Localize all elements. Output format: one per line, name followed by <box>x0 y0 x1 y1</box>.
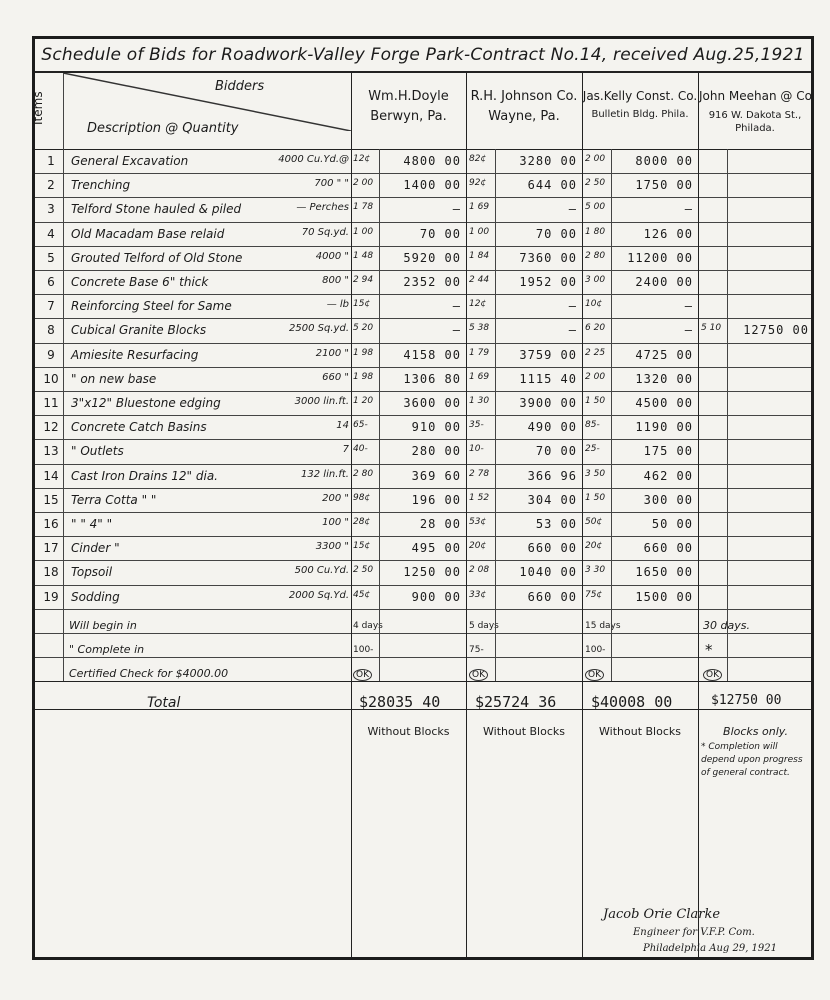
bid-2-amount: 70 00 <box>535 444 577 459</box>
bid-1-amount: — <box>452 299 461 314</box>
bid-3-unit-price: 2 00 <box>585 371 606 382</box>
bid-2-amount: 490 00 <box>527 420 577 435</box>
bid-2-unit-price: 53¢ <box>469 517 487 527</box>
bid-1-amount: 495 00 <box>411 541 461 556</box>
item-description: Telford Stone hauled & piled <box>71 202 242 217</box>
bid-1-unit-price: 2 50 <box>353 565 374 576</box>
bid-1-amount: 1400 00 <box>403 178 461 193</box>
bid-3-amount: 126 00 <box>643 226 693 241</box>
item-quantity: 14 <box>336 420 349 432</box>
bid-1-amount: 2352 00 <box>403 275 461 289</box>
bid-1-unit-price: 1 20 <box>353 396 374 406</box>
header-diagonal <box>63 73 351 131</box>
bid-1-amount: 4158 00 <box>403 347 461 362</box>
description-label: Description @ Quantity <box>87 121 239 136</box>
bid-2-unit-price: 1 30 <box>469 396 490 406</box>
bid-3-unit-price: 10¢ <box>585 299 603 310</box>
item-description: " " 4" " <box>71 517 113 531</box>
bid-1-amount: — <box>452 202 461 217</box>
grid-line <box>35 464 811 465</box>
signature: Jacob Orie Clarke <box>603 907 721 922</box>
note-b4-footnote: * Completion will depend upon progress of general contract. <box>701 742 803 778</box>
grid-line <box>35 246 811 247</box>
check-b4: OK <box>703 669 722 681</box>
bid-2-unit-price: 1 69 <box>469 371 490 382</box>
grid-line <box>727 149 728 681</box>
bid-1-unit-price: 1 00 <box>353 226 374 237</box>
item-quantity: — Perches <box>296 202 349 214</box>
bid-1-amount: 910 00 <box>411 420 461 435</box>
item-number: 7 <box>47 299 55 314</box>
item-description: Reinforcing Steel for Same <box>71 299 232 314</box>
bid-2-amount: 70 00 <box>535 226 577 241</box>
item-description: Topsoil <box>71 565 113 580</box>
complete-b1: 100- <box>353 645 374 655</box>
bid-2-amount: 366 96 <box>527 468 577 483</box>
certified-check-label: Certified Check for $4000.00 <box>69 667 229 680</box>
bid-3-amount: 4725 00 <box>635 347 693 362</box>
bid-3-unit-price: 5 00 <box>585 202 606 213</box>
grid-line <box>35 391 811 392</box>
bid-2-amount: 1115 40 <box>519 371 577 386</box>
grid-line <box>582 73 583 957</box>
item-number: 8 <box>47 323 55 338</box>
bid-3-unit-price: 3 30 <box>585 565 606 576</box>
bid-3-unit-price: 1 80 <box>585 226 606 237</box>
item-description: Grouted Telford of Old Stone <box>71 250 243 265</box>
bid-3-unit-price: 2 50 <box>585 178 606 189</box>
bid-1-unit-price: 2 94 <box>353 275 374 285</box>
item-description: Amiesite Resurfacing <box>71 347 199 362</box>
grid-line <box>35 536 811 537</box>
bid-1-amount: 369 60 <box>411 468 461 483</box>
check-b2: OK <box>469 669 488 681</box>
item-number: 5 <box>47 250 55 265</box>
bid-2-amount: — <box>568 202 577 217</box>
item-description: General Excavation <box>71 154 189 168</box>
grid-line <box>351 73 352 957</box>
bid-1-amount: 196 00 <box>411 492 461 507</box>
bid-1-amount: 4800 00 <box>403 154 461 168</box>
item-description: 3"x12" Bluestone edging <box>71 396 221 410</box>
bid-3-amount: 175 00 <box>643 444 693 459</box>
bid-1-unit-price: 15¢ <box>353 541 371 552</box>
bid-1-amount: — <box>452 323 461 338</box>
will-begin-b2: 5 days <box>469 621 499 631</box>
bid-2-amount: 304 00 <box>527 492 577 507</box>
grid-line <box>698 73 699 957</box>
note-b1: Without Blocks <box>367 725 450 738</box>
total-label: Total <box>147 695 181 711</box>
bid-2-unit-price: 82¢ <box>469 154 487 164</box>
bid-1-unit-price: 12¢ <box>353 154 371 164</box>
grid-line <box>35 512 811 513</box>
item-number: 2 <box>47 178 55 193</box>
item-quantity: 4000 Cu.Yd.@ <box>278 154 349 165</box>
item-number: 18 <box>43 565 59 580</box>
bid-2-unit-price: 92¢ <box>469 178 487 189</box>
bid-4-amount: 12750 00 <box>743 323 809 338</box>
grid-line <box>379 149 380 681</box>
item-description: Concrete Catch Basins <box>71 420 207 435</box>
item-description: Trenching <box>71 178 131 193</box>
bid-3-amount: 462 00 <box>643 468 693 483</box>
bid-3-unit-price: 3 00 <box>585 275 606 285</box>
item-quantity: 3000 lin.ft. <box>294 396 349 407</box>
bid-2-amount: 660 00 <box>527 589 577 604</box>
item-quantity: 4000 " <box>315 250 349 262</box>
will-begin-b3: 15 days <box>585 621 621 631</box>
items-label: Items <box>31 91 45 125</box>
bid-1-amount: 5920 00 <box>403 250 461 265</box>
item-quantity: — lb <box>326 299 349 311</box>
item-number: 16 <box>43 517 59 531</box>
bid-2-amount: 1040 00 <box>519 565 577 580</box>
grid-line <box>611 149 612 681</box>
grid-line <box>35 270 811 271</box>
bid-2-amount: 3759 00 <box>519 347 577 362</box>
bid-3-amount: 1500 00 <box>635 589 693 604</box>
complete-b2: 75- <box>469 645 484 655</box>
item-number: 11 <box>43 396 59 410</box>
bid-2-amount: 3280 00 <box>519 154 577 168</box>
grid-line <box>35 149 811 150</box>
note-b2: Without Blocks <box>483 725 565 738</box>
check-b1: OK <box>353 669 372 681</box>
bid-2-unit-price: 1 52 <box>469 492 490 503</box>
item-description: Old Macadam Base relaid <box>71 226 225 241</box>
bid-3-amount: 1190 00 <box>635 420 693 435</box>
bid-2-unit-price: 33¢ <box>469 589 487 600</box>
bid-1-amount: 280 00 <box>411 444 461 459</box>
bid-1-unit-price: 1 98 <box>353 347 374 358</box>
will-begin-label: Will begin in <box>69 619 137 632</box>
bid-2-unit-price: 20¢ <box>469 541 487 552</box>
item-quantity: 70 Sq.yd. <box>301 226 349 238</box>
bid-3-amount: 2400 00 <box>635 275 693 289</box>
item-number: 17 <box>43 541 59 556</box>
bid-1-unit-price: 2 80 <box>353 468 374 479</box>
signature-place-date: Philadelphia Aug 29, 1921 <box>643 943 777 954</box>
item-number: 15 <box>43 492 59 507</box>
bid-1-amount: 70 00 <box>419 226 461 241</box>
sheet-title: Schedule of Bids for Roadwork-Valley Forge Park-Contract No.14, received Aug.25,1921 <box>35 39 811 73</box>
item-quantity: 2100 " <box>315 347 349 359</box>
bid-3-amount: 8000 00 <box>635 154 693 168</box>
bid-1-unit-price: 45¢ <box>353 589 371 600</box>
item-number: 6 <box>47 275 55 289</box>
grid-line <box>35 681 811 682</box>
total-b4: $12750 00 <box>711 693 782 708</box>
total-b2: $25724 36 <box>475 693 557 711</box>
grid-line <box>35 294 811 295</box>
grid-line <box>35 367 811 368</box>
grid-line <box>35 173 811 174</box>
bid-3-unit-price: 75¢ <box>585 589 603 600</box>
item-quantity: 100 " <box>322 517 349 528</box>
bid-3-amount: 300 00 <box>643 492 693 507</box>
bidder-1-address: Berwyn, Pa. <box>370 109 447 124</box>
bid-1-unit-price: 15¢ <box>353 299 371 310</box>
grid-line <box>35 343 811 344</box>
item-number: 19 <box>43 589 59 604</box>
item-description: Cubical Granite Blocks <box>71 323 207 338</box>
bid-2-amount: — <box>568 323 577 338</box>
bid-1-unit-price: 98¢ <box>353 492 371 503</box>
bid-2-unit-price: 2 08 <box>469 565 490 576</box>
bid-1-unit-price: 5 20 <box>353 323 374 334</box>
bid-2-amount: 53 00 <box>535 517 577 531</box>
item-number: 10 <box>43 371 59 386</box>
bid-3-unit-price: 3 50 <box>585 468 606 479</box>
signature-title: Engineer for V.F.P. Com. <box>633 927 755 938</box>
bidder-2-address: Wayne, Pa. <box>488 109 560 124</box>
bidders-label: Bidders <box>215 79 265 94</box>
will-begin-b4: 30 days. <box>703 619 750 632</box>
grid-line <box>35 585 811 586</box>
bid-2-amount: 3900 00 <box>519 396 577 410</box>
bidder-4-address: 916 W. Dakota St., Philada. <box>708 110 802 134</box>
bid-2-unit-price: 12¢ <box>469 299 487 310</box>
item-number: 1 <box>47 154 55 168</box>
bid-2-amount: 660 00 <box>527 541 577 556</box>
grid-line <box>35 197 811 198</box>
bid-3-unit-price: 6 20 <box>585 323 606 334</box>
grid-line <box>35 439 811 440</box>
item-quantity: 800 " <box>322 275 349 286</box>
bid-3-amount: 4500 00 <box>635 396 693 410</box>
bid-2-unit-price: 1 84 <box>469 250 490 261</box>
bid-2-unit-price: 1 69 <box>469 202 490 213</box>
bidder-1-name: Wm.H.Doyle <box>368 89 449 104</box>
grid-line <box>35 709 811 710</box>
grid-line <box>466 73 467 957</box>
bid-3-amount: 1750 00 <box>635 178 693 193</box>
bid-2-unit-price: 2 44 <box>469 275 490 285</box>
bid-3-amount: — <box>684 323 693 338</box>
bid-3-unit-price: 2 00 <box>585 154 606 164</box>
item-quantity: 660 " <box>322 371 349 383</box>
item-number: 12 <box>43 420 59 435</box>
bid-3-unit-price: 1 50 <box>585 396 606 406</box>
bid-3-amount: 1650 00 <box>635 565 693 580</box>
bid-2-amount: 644 00 <box>527 178 577 193</box>
grid-line <box>35 222 811 223</box>
total-b1: $28035 40 <box>359 693 441 711</box>
grid-line <box>35 657 811 658</box>
bid-2-amount: — <box>568 299 577 314</box>
bid-2-unit-price: 35- <box>469 420 484 431</box>
bid-1-amount: 900 00 <box>411 589 461 604</box>
bid-3-amount: — <box>684 299 693 314</box>
grid-line <box>35 415 811 416</box>
item-number: 14 <box>43 468 59 483</box>
note-b4: Blocks only. <box>723 725 788 738</box>
item-quantity: 132 lin.ft. <box>301 468 349 480</box>
bid-1-unit-price: 28¢ <box>353 517 371 527</box>
bid-1-amount: 3600 00 <box>403 396 461 410</box>
item-description: Sodding <box>71 589 120 604</box>
will-begin-b1: 4 days <box>353 621 383 631</box>
bid-3-unit-price: 85- <box>585 420 600 431</box>
bidder-3-name: Jas.Kelly Const. Co. <box>582 89 698 103</box>
schedule-sheet <box>32 36 814 960</box>
grid-line <box>495 149 496 681</box>
bid-3-unit-price: 2 25 <box>585 347 606 358</box>
bid-1-unit-price: 40- <box>353 444 368 455</box>
bid-2-amount: 7360 00 <box>519 250 577 265</box>
item-quantity: 7 <box>342 444 349 456</box>
bid-2-unit-price: 1 00 <box>469 226 490 237</box>
item-number: 3 <box>47 202 55 217</box>
bidder-2-name: R.H. Johnson Co. <box>470 89 578 104</box>
bid-3-unit-price: 50¢ <box>585 517 603 527</box>
bid-4-unit-price: 5 10 <box>701 323 722 334</box>
bid-1-unit-price: 1 48 <box>353 250 374 261</box>
grid-line <box>35 609 811 610</box>
item-description: " on new base <box>71 371 157 386</box>
complete-b3: 100- <box>585 645 606 655</box>
bid-1-amount: 28 00 <box>419 517 461 531</box>
bid-2-amount: 1952 00 <box>519 275 577 289</box>
item-description: Cast Iron Drains 12" dia. <box>71 468 218 483</box>
item-description: Concrete Base 6" thick <box>71 275 209 289</box>
total-b3: $40008 00 <box>591 693 673 711</box>
item-description: " Outlets <box>71 444 124 459</box>
bidder-4-name: John Meehan @ Co <box>699 89 812 103</box>
bid-1-unit-price: 1 98 <box>353 371 374 382</box>
bid-1-unit-price: 2 00 <box>353 178 374 189</box>
bid-2-unit-price: 10- <box>469 444 484 455</box>
bid-3-amount: 11200 00 <box>627 250 693 265</box>
bid-1-unit-price: 1 78 <box>353 202 374 213</box>
item-number: 9 <box>47 347 55 362</box>
grid-line <box>35 560 811 561</box>
grid-line <box>35 488 811 489</box>
grid-line <box>35 633 811 634</box>
grid-line <box>35 318 811 319</box>
bid-3-unit-price: 1 50 <box>585 492 606 503</box>
item-number: 13 <box>43 444 59 459</box>
bid-3-amount: 660 00 <box>643 541 693 556</box>
bid-2-unit-price: 2 78 <box>469 468 490 479</box>
bid-3-amount: — <box>684 202 693 217</box>
complete-b4: * <box>705 641 713 659</box>
bid-3-unit-price: 25- <box>585 444 600 455</box>
item-quantity: 700 " " <box>314 178 349 190</box>
bid-2-unit-price: 1 79 <box>469 347 490 358</box>
item-quantity: 200 " <box>322 492 349 504</box>
bid-1-amount: 1306 80 <box>403 371 461 386</box>
item-quantity: 500 Cu.Yd. <box>294 565 349 577</box>
complete-label: " Complete in <box>69 643 145 656</box>
bid-2-unit-price: 5 38 <box>469 323 490 334</box>
item-quantity: 3300 " <box>315 541 349 553</box>
bid-1-amount: 1250 00 <box>403 565 461 580</box>
item-description: Cinder " <box>71 541 120 556</box>
bid-3-amount: 1320 00 <box>635 371 693 386</box>
grid-line <box>63 73 64 681</box>
check-b3: OK <box>585 669 604 681</box>
bid-1-unit-price: 65- <box>353 420 368 431</box>
bid-3-amount: 50 00 <box>651 517 693 531</box>
note-b3: Without Blocks <box>599 725 681 738</box>
item-quantity: 2000 Sq.Yd. <box>288 589 349 601</box>
bid-3-unit-price: 2 80 <box>585 250 606 261</box>
bidder-3-address: Bulletin Bldg. Phila. <box>591 109 689 120</box>
item-number: 4 <box>47 226 55 241</box>
item-quantity: 2500 Sq.yd. <box>289 323 349 335</box>
item-description: Terra Cotta " " <box>71 492 157 507</box>
bid-3-unit-price: 20¢ <box>585 541 603 552</box>
